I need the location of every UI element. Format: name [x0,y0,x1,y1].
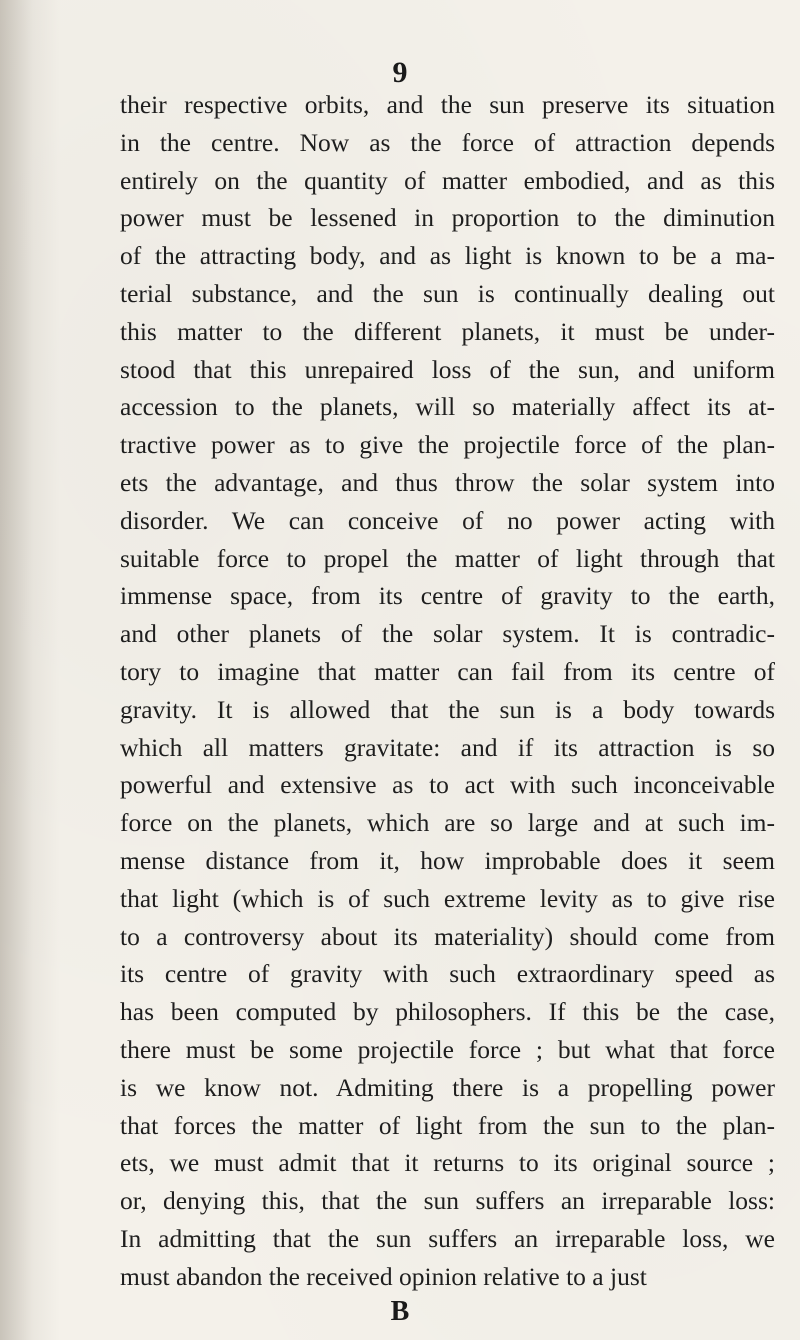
text-line: stood that this unrepaired loss of the sun, and uniform [120,354,775,384]
text-line: that forces the matter of light from the sun to the plan- [120,1110,775,1140]
text-line: ets, we must admit that it returns to its original source ; [120,1148,775,1178]
text-line: and other planets of the solar system. It is contradic- [120,619,775,649]
text-line: disorder. We can conceive of no power acting with [120,505,775,535]
text-line: powerful and extensive as to act with such inconceivable [120,770,775,800]
text-line: power must be lessened in proportion to the diminution [120,203,775,233]
text-line: in the centre. Now as the force of attraction depends [120,127,775,157]
text-line: has been computed by philosophers. If this be the case, [120,997,775,1027]
text-line: ets the advantage, and thus throw the solar system into [120,467,775,497]
text-line: its centre of gravity with such extraordinary speed as [120,959,775,989]
text-line: their respective orbits, and the sun preserve its situation [120,90,775,119]
text-line: there must be some projectile force ; but what that force [120,1034,775,1064]
text-line: or, denying this, that the sun suffers an irreparable loss: [120,1186,775,1216]
text-line: entirely on the quantity of matter embodied, and as this [120,165,775,195]
text-line: terial substance, and the sun is continually dealing out [120,278,775,308]
text-line: In admitting that the sun suffers an irreparable loss, we [120,1223,775,1253]
signature-mark: B [390,1296,410,1327]
text-line: that light (which is of such extreme levity as to give rise [120,883,775,913]
text-line: suitable force to propel the matter of light through that [120,543,775,573]
binding-shadow [0,0,60,1340]
text-line: mense distance from it, how improbable does it seem [120,845,775,875]
text-line: to a controversy about its materiality) should come from [120,921,775,951]
page-number: 9 [392,56,408,89]
body-text [120,86,775,1296]
text-line: gravity. It is allowed that the sun is a body towards [120,694,775,724]
text-line: tractive power as to give the projectile force of the plan- [120,430,775,460]
text-line: of the attracting body, and as light is known to be a ma- [120,241,775,271]
text-line: must abandon the received opinion relative to a just [120,1261,647,1291]
text-line: force on the planets, which are so large and at such im- [120,808,775,838]
text-line: which all matters gravitate: and if its attraction is so [120,732,775,762]
text-line: accession to the planets, will so materially affect its at- [120,392,775,422]
text-line: this matter to the different planets, it must be under- [120,316,775,346]
text-line: tory to imagine that matter can fail from its centre of [120,656,775,686]
text-line: immense space, from its centre of gravity to the earth, [120,581,775,611]
text-line: is we know not. Admiting there is a propelling power [120,1072,775,1102]
